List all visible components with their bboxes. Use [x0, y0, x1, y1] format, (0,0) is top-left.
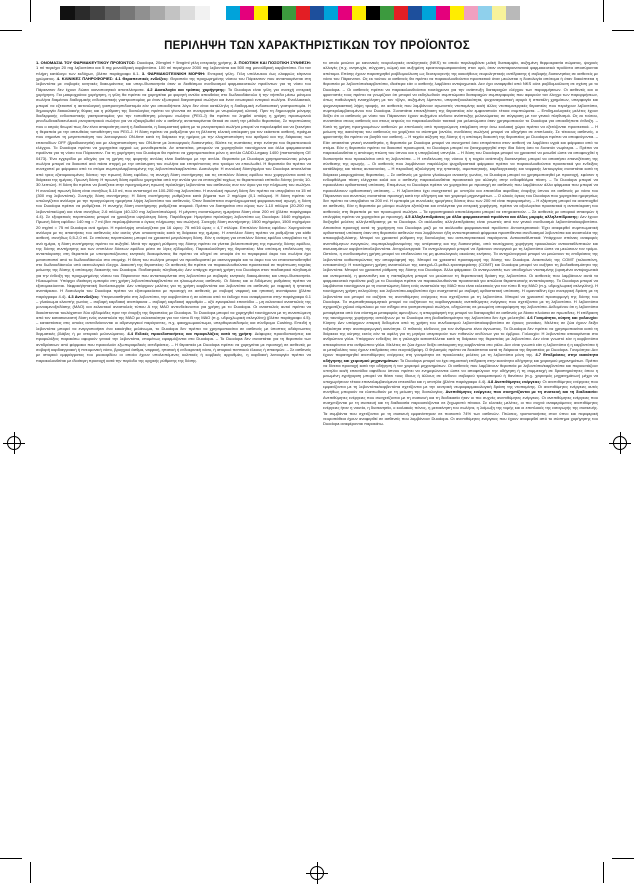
color-swatch [450, 6, 464, 20]
right-text-column [323, 60, 598, 850]
crop-mark [612, 858, 634, 859]
subsection-heading: 4.1 Θεραπευτικές ενδείξεις: [115, 75, 171, 81]
body-text: Θεραπεία της προχωρημένης νόσου του Πάρκινσον που ανταποκρίνεται στη λεβοντόπα με σοβαρές κινητικές διακυμάνσεις και υπερ-/δυσκινησία όταν οι διαθέσιμοι συνδυασμοί φαρμακευτικών προϊόντων για τη νόσο του Πάρκινσον δεν έχουν δώσει ικανοποιητικά αποτελέσματα. [36, 75, 311, 92]
registration-mark-bottom [310, 866, 324, 880]
crop-mark [612, 30, 634, 31]
gray-scale-bar [60, 6, 210, 20]
crop-mark [30, 862, 31, 883]
color-swatch [338, 6, 352, 20]
body-text: Διάφορες προειδοποιήσεις και προφυλάξεις παρακάτω αφορούν γενικά την λεβοντόπα, επομένως εφαρμόζονται στο Duodopa. – Το Duodopa δεν συνιστάται για τη θεραπεία των αντιδράσεων από φάρμακα που προκαλούν εξωπυραμιδικές αντιδράσεις. – Η θεραπεία με Duodopa πρέπει να χορηγείται με προσοχή σε ασθενείς με σοβαρή καρδιαγγειακή ή πνευμονική νόσο, βρογχικό άσθμα, νεφρική, ηπατική ή ενδοκρινική νόσο, ή ιστορικό πεπτικού έλκους ή σπασμών. – Σε ασθενείς με ιστορικό εμφράγματος του μυοκαρδίου οι οποίοι έχουν υπολειπόμενες κολπικές ή κομβικές αρρυθμίες, η καρδιακή λειτουργία πρέπει να παρακολουθείται με ιδιαίτερη προσοχή κατά την περίοδο της αρχικής ρύθμισης της δόσης. [36, 330, 311, 363]
body-text: 1 ml περιέχει 20 mg λεβοντόπα και 5 mg μονοϋδρική καρβιντόπα. 100 ml περιέχουν 2000 mg λεβοντόπα και 500 mg μονοϋδρική καρβιντόπα. Για τον πλήρη κατάλογο των εκδόχων, βλέπε παράγραφο 6.1. [36, 65, 311, 76]
subsection-heading: 4.6 Γονιμότητα, κύηση και γαλουχία: [526, 315, 598, 320]
body-text: Εντερική γέλη. Γέλη υπόλευκου έως ελαφρώς κίτρινου χρώματος. [36, 70, 311, 81]
color-swatch [422, 6, 436, 20]
paragraph [323, 60, 598, 427]
color-swatch [352, 6, 366, 20]
body-text: Δεν έχουν διεξαχθεί μελέτες αλληλεπίδρασης με το Duodopa. Οι ακόλουθες αλληλεπιδράσεις είναι γνωστές από τον γενικό συνδυασμό λεβοντόπα/καρβιντόπα. Απαιτείται προσοχή κατά τη χορήγηση του Duodopa μαζί με τα ακόλουθα φαρμακευτικά προϊόντα: Αντιυπερτασικά: Έχει αναφερθεί συμπτωματική ορθοστατική υπόταση όταν στη θεραπεία ασθενών που λαμβάνουν ήδη αντιυπερτασικά φάρμακα προστίθενται συνδυασμοί λεβοντόπα και αναστολέα της αποκαρβοξυλάσης. Μπορεί να χρειαστεί ρύθμιση της δοσολογίας του αντιυπερτασικού παράγοντα. Αντικαταθλιπτικά: Υπάρχουν σπάνιες αναφορές ανεπιθύμητων ενεργειών, συμπεριλαμβανομένης της υπέρτασης και της δυσκινησίας, από ταυτόχρονη χορήγηση τρικυκλικών αντικαταθλιπτικών και σκευασμάτων καρβιντόπα/λεβοντόπα. Αντιχολινεργικά: Τα αντιχολινεργικά μπορεί να δράσουν συνεργικά με τη λεβοντόπα ώστε να μειώσουν τον τρόμο. Ωστόσο, η συνδυασμένη χρήση μπορεί να επιδεινώσει τις μη φυσιολογικές ακούσιες κινήσεις. Τα αντιχολινεργικά μπορεί να μειώσουν τις επιδράσεις της λεβοντόπα καθυστερώντας την απορρόφησή της. Μπορεί να χρειαστεί προσαρμογή της δόσης του Duodopa. Αναστολείς της COMT (τολκαπόνη, εντακαπόνη): Η ταυτόχρονη χρήση αναστολέων της κατεχολ-Ο-μεθυλ-τρανσφεράσης (COMT) και Duodopa μπορεί να αυξήσει τη βιοδιαθεσιμότητα της λεβοντόπα. Μπορεί να χρειαστεί ρύθμιση της δόσης του Duodopa. Άλλα φάρμακα: Οι ανταγωνιστές των υποδοχέων ντοπαμίνης (ορισμένα αντιψυχωτικά και αντιεμετικά), η φαινυτοΐνη και η παπαβερίνη μπορεί να μειώσουν τη θεραπευτική δράση της λεβοντόπα. Οι ασθενείς που λαμβάνουν αυτά τα φαρμακευτικά προϊόντα μαζί με το Duodopa πρέπει να παρακολουθούνται προσεκτικά για απώλεια θεραπευτικής ανταπόκρισης. Το Duodopa μπορεί να λαμβάνεται ταυτόχρονα με τη συνιστώμενη δόση ενός αναστολέα της ΜΑΟ που είναι εκλεκτικός για τον τύπο Β της ΜΑΟ (π.χ. υδροχλωρική σελεγιλίνη). Η ταυτόχρονη χρήση σελεγιλίνης και λεβοντόπα-καρβιντόπα έχει συσχετιστεί με σοβαρή ορθοστατική υπόταση. Η αμανταδίνη έχει συνεργική δράση με τη λεβοντόπα και μπορεί να αυξήσει τις ανεπιθύμητες ενέργειες που σχετίζονται με τη λεβοντόπα. Μπορεί να χρειαστεί προσαρμογή της δόσης του Duodopa. Τα συμπαθητικομιμητικά μπορεί να αυξήσουν τις καρδιαγγειακές ανεπιθύμητες ενέργειες που σχετίζονται με τη λεβοντόπα. Η λεβοντόπα σχηματίζει χηλικό σύμπλοκο με τον σίδηρο στο γαστρεντερικό σωλήνα, οδηγώντας σε μειωμένη απορρόφηση της λεβοντόπα. Δεδομένου ότι η λεβοντόπα μεταφέρεται από ένα σύστημα μεταφοράς αμινοξέων, η απορρόφησή της μπορεί να διαταραχθεί σε ασθενείς με δίαιτα πλούσια σε πρωτεΐνες. Η επίδραση της ταυτόχρονης χορήγησης αντιόξινων με το Duodopa στη βιοδιαθεσιμότητα της λεβοντόπα δεν έχει μελετηθεί. [323, 214, 598, 320]
color-swatch [226, 6, 240, 20]
crop-mark [30, 0, 31, 22]
color-swatch [506, 6, 520, 20]
color-swatch [282, 6, 296, 20]
color-swatch [380, 6, 394, 20]
section-heading: 4. ΚΛΙΝΙΚΕΣ ΠΛΗΡΟΦΟΡΙΕΣ: [56, 75, 116, 81]
body-text: Οι ανεπιθύμητες ενέργειες που εμφανίζονται με τη λεβοντόπα/καρβιντόπα σχετίζονται με την κεντρική νευροφαρμακολογική δράση της ντοπαμίνης. Οι ανεπιθύμητες ενέργειες αυτές συνήθως μπορούν να ελαττωθούν με τη μείωση της δοσολογίας. [323, 378, 598, 395]
gray-swatch [195, 6, 210, 20]
subsection-heading: 4.2 Δοσολογία και τρόπος χορήγησης: [146, 86, 228, 92]
paragraph [36, 60, 311, 363]
color-swatch [408, 6, 422, 20]
color-swatch [464, 6, 478, 20]
gray-swatch [120, 6, 135, 20]
body-text: Κύηση: Δεν υπάρχουν επαρκή δεδομένα από τη χρήση του συνδυασμού λεβοντόπα/καρβιντόπα σε έγκυες γυναίκες. Μελέτες σε ζώα έχουν δείξει τοξικότητα στην αναπαραγωγική ικανότητα. Ο πιθανός κίνδυνος για τον άνθρωπο είναι άγνωστος. Το Duodopa δεν πρέπει να χρησιμοποιείται κατά τη διάρκεια της κύησης εκτός εάν τα οφέλη για τη μητέρα υπερτερούν των πιθανών κινδύνων για το έμβρυο. Γαλουχία: Η λεβοντόπα απεκκρίνεται στο ανθρώπινο γάλα. Υπάρχουν ενδείξεις ότι η γαλουχία καταστέλλεται κατά τη διάρκεια της θεραπείας με λεβοντόπα. Δεν είναι γνωστό εάν η καρβιντόπα απεκκρίνεται στο ανθρώπινο γάλα. Μελέτες σε ζώα έχουν δείξει απέκκριση της καρβιντόπα στο γάλα. Δεν είναι γνωστό εάν η λεβοντόπα ή η καρβιντόπα ή οι μεταβολίτες τους έχουν επιδράσεις στα νεογνά/βρέφη. Ο θηλασμός πρέπει να διακόπτεται κατά τη διάρκεια της θεραπείας με Duodopa. Γονιμότητα: Δεν έχουν παρατηρηθεί ανεπιθύμητες ενέργειες στη γονιμότητα σε προκλινικές μελέτες με τη λεβοντόπα μόνη της. [323, 320, 598, 358]
body-text: Υπερευαισθησία στη λεβοντόπα, την καρβιντόπα ή σε κάποιο από τα έκδοχα που αναφέρονται στην παράγραφο 6.1 – γλαύκωμα κλειστής γωνίας – σοβαρή καρδιακή ανεπάρκεια – σοβαρή καρδιακή αρρυθμία – οξύ εγκεφαλικό επεισόδιο – μη εκλεκτικοί αναστολείς της μονοαμινοξειδάσης (ΜΑΟ) και εκλεκτικοί αναστολείς τύπου Α της ΜΑΟ αντενδείκνυνται για χρήση με το Duodopa. Οι αναστολείς αυτοί πρέπει να διακόπτονται τουλάχιστον δύο εβδομάδες πριν την έναρξη της θεραπείας με Duodopa. Το Duodopa μπορεί να χορηγηθεί ταυτόχρονα με τη συνιστώμενη από τον κατασκευαστή δόση ενός αναστολέα της ΜΑΟ με εκλεκτικότητα για τον τύπο Β της ΜΑΟ (π.χ. υδροχλωρική σελεγιλίνη) (βλέπε παράγραφο 4.5). – καταστάσεις στις οποίες αντενδείκνυνται οι αδρενεργικοί παράγοντες, π.χ. φαιοχρωμοκύτωμα, υπερθυρεοειδισμός και σύνδρομο Cushing. Επειδή η λεβοντόπα μπορεί να ενεργοποιήσει ένα κακόηθες μελάνωμα, το Duodopa δεν πρέπει να χρησιμοποιείται σε ασθενείς με ύποπτες αδιάγνωστες δερματικές βλάβες ή με ιστορικό μελανώματος. [36, 293, 311, 336]
subsection-heading: 4.5 Αλληλεπιδράσεις με άλλα φαρμακευτικά προϊόντα και άλλες μορφές αλληλεπίδρασης: [404, 214, 580, 220]
color-swatch [492, 6, 506, 20]
gray-swatch [105, 6, 120, 20]
subsection-heading: 4.4 Ειδικές προειδοποιήσεις και προφυλάξεις κατά τη χρήση: [127, 330, 255, 336]
color-calibration-bar [226, 6, 520, 20]
subsection-heading: Ανεπιθύμητες ενέργειες που συσχετίζονται με τη συσκευή και τη διαδικασία: [445, 389, 598, 395]
page-title: ΠΕΡΙΛΗΨΗ ΤΩΝ ΧΑΡΑΚΤΗΡΙΣΤΙΚΩΝ ΤΟΥ ΠΡΟΪΟΝΤΟΣ [164, 40, 470, 52]
color-swatch [240, 6, 254, 20]
gray-swatch [135, 6, 150, 20]
color-swatch [296, 6, 310, 20]
color-swatch [366, 6, 380, 20]
registration-mark-left [7, 436, 21, 450]
body-text: το οποίο μειώνει με κανονικές νευρολογικές αναλγητικές (NKS) το οποίο περιλαμβάνει μυϊκή δυσκαμψία, αυξημένη θερμοκρασία σώματος, ψυχικές αλλαγές (π.χ. ανησυχία, σύγχυση, κώμα) και αυξημένη κρεατινοφωσφοκινάση στον ορό, όταν αντιπαρκινσονικά φαρμακευτικά προϊόντα αποσύρονται απότομα. Επίσης έχουν παρατηρηθεί ραβδομυόλυση ως δευτερογενής της κακοήθους νευροληπτικής αντίδρασης ή σοβαρής δυσκινησίας σε ασθενείς με νόσο του Πάρκινσον. Ως εκ τούτου οι ασθενείς θα πρέπει να παρακολουθούνται προσεκτικά όταν μειώνεται η δοσολογία απότομα ή όταν διακόπτεται η θεραπεία με λεβοντόπα/καρβιντόπα, ιδιαίτερα εάν ο ασθενής λαμβάνει αντιψυχωτικά. Δεν έχει αναφερθεί από NKS ούτε ραβδομυόλυση σε σχέση με το Duodopa. – Οι ασθενείς πρέπει να παρακολουθούνται ταυτόχρονα για την ανάπτυξη διαταραχών ελέγχου των παρορμήσεων. Οι ασθενείς και οι φροντιστές τους πρέπει να γνωρίζουν ότι μπορεί να εκδηλωθούν συμπτώματα διαταραχών συμπεριφοράς που αφορούν τον έλεγχο των παρορμήσεων, όπως παθολογική ενασχόληση με τον τζόγο, αυξημένη λίμπιντο, υπερσεξουαλικότητα, ψυχαναγκαστική αγορά ή σπατάλη χρημάτων, υπερφαγία και ψυχαναγκαστική λήψη τροφής, σε ασθενείς που λαμβάνουν αγωνιστές ντοπαμίνης και/ή άλλες ντοπαμινεργικές θεραπείες που περιέχουν λεβοντόπα, συμπεριλαμβανομένου του Duodopa. Συνιστάται επανεξέταση της θεραπείας εάν εμφανιστούν τέτοια συμπτώματα. – Επιδημιολογικές μελέτες έχουν δείξει ότι οι ασθενείς με νόσο του Πάρκινσον έχουν αυξημένο κίνδυνο ανάπτυξης μελανώματος σε σύγκριση με τον γενικό πληθυσμό. Ως εκ τούτου, συνιστάται στους ασθενείς και στους ιατρούς να παρακολουθούν τακτικά για μελανώματα όταν χρησιμοποιούν το Duodopa για οποιαδήποτε ένδειξη. – Κατά τη χρήση προηγουμένων ασθενών με επιπλοκές από προηγούμενη επέμβαση στην άνω κοιλιακή χώρα πρέπει να εξετάζονται προσεκτικά. – Η μείωση της ικανότητας του ασθενούς να χειρίζεται το σύστημα (αντλία, συνδέσεις σωλήνα) μπορεί να οδηγήσει σε επιπλοκές. Σε τέτοιους ασθενείς, ο φροντιστής θα πρέπει να βοηθά τον ασθενή. – Η ταχεία αύξηση της δόσης ή η απότομη διακοπή της θεραπείας με Duodopa πρέπει να αποφεύγονται. – Εάν απαιτείται γενική αναισθησία, η θεραπεία με Duodopa μπορεί να συνεχιστεί όσο επιτρέπεται στον ασθενή να λαμβάνει υγρά και φάρμακα από το στόμα. Εάν η θεραπεία πρέπει να διακοπεί προσωρινά, το Duodopa μπορεί να ξαναχορηγηθεί στην ίδια δόση όσο το δυνατόν νωρίτερα. – Πρέπει να παρακολουθείται η απότομη πτώση του ύπνου και η υπερβολική υπνηλία. – Η δόση του Duodopa μπορεί να χρειαστεί να μειωθεί ώστε να αποφευχθεί η δυσκινησία που προκαλείται από τη λεβοντόπα. – Η επιδείνωση της νόσου ή η ταχεία ανάπτυξη δυσκινησίας μπορεί να απαιτήσει επανεξέταση της σύνθεσης της αγωγής. – Οι ασθενείς που λαμβάνουν παράλληλα ψυχοδραστικά φάρμακα πρέπει να παρακολουθούνται προσεκτικά για ενδείξεις κατάθλιψης και τάσεις αυτοκτονίας. – Η περιοδική αξιολόγηση της ηπατικής, αιμοποιητικής, καρδιαγγειακής και νεφρικής λειτουργίας συνιστάται κατά τη διάρκεια μακροχρόνιας θεραπείας. – Σε ασθενείς με χρόνιο γλαύκωμα ανοικτής γωνίας, το Duodopa μπορεί να χρησιμοποιηθεί με προσοχή, εφόσον η ενδοφθάλμια πίεση ελέγχεται καλά και ο ασθενής παρακολουθείται προσεκτικά για αλλαγές στην ενδοφθάλμια πίεση. – Το Duodopa μπορεί να προκαλέσει ορθοστατική υπόταση. Επομένως το Duodopa πρέπει να χορηγείται με προσοχή σε ασθενείς που λαμβάνουν άλλα φάρμακα που μπορεί να προκαλέσουν ορθοστατική υπόταση. – Η λεβοντόπα έχει συσχετιστεί με υπνηλία και επεισόδια αιφνίδιας έναρξης ύπνου σε ασθενείς με νόσο του Πάρκινσον και συνεπώς συνιστάται προσοχή κατά την οδήγηση και τον χειρισμό μηχανημάτων. – Ο ολικός όγκος του Duodopa που χορηγείται ημερησίως δεν πρέπει να υπερβαίνει τα 200 ml. Η εμπειρία με συνολικές ημερήσιες δόσεις άνω των 200 ml είναι περιορισμένη. – Η εξάρτηση μπορεί να αναπτυχθεί σε ασθενείς. Εάν η θεραπεία με μόνιμο σωλήνα εξετάζεται και επιλέγεται για εντερική χορήγηση, πρέπει να αξιολογείται προσεκτικά η ανταπόκριση του ασθενούς στη θεραπεία με τον προσωρινό σωλήνα. – Τα εργαστηριακά αποτελέσματα μπορεί να επηρεαστούν. – Σε ασθενείς με ιστορικό σπασμών ή επιληψίας πρέπει να χορηγείται με προσοχή. [323, 60, 598, 220]
color-swatch [324, 6, 338, 20]
gray-swatch [150, 6, 165, 20]
crop-mark [0, 30, 22, 31]
color-swatch [478, 6, 492, 20]
body-text: Ανεπιθύμητες ενέργειες που συσχετίζονται με τη συσκευή και τη διαδικασία ήταν οι πιο συχνές ανεπιθύμητες ενέργειες. Οι ανεπιθύμητες ενέργειες που συσχετίζονται με τη συσκευή και τη διαδικασία παρουσιάζονται σε ξεχωριστό πίνακα. Σε κλινικές μελέτες, οι πιο συχνά αναφερόμενες ανεπιθύμητες ενέργειες ήταν η ναυτία, η δυσκινησία, ο κοιλιακός πόνος, η μετακίνηση του σωλήνα, η λοίμωξη της τομής και οι επιπλοκές της εισαγωγής της συσκευής. Τα συμβάντα που σχετίζονται με τη συσκευή εμφανίστηκαν σε ποσοστό 74% των ασθενών. Πτώσεις, τροποποιήσεις στον ύπνο και περιφερική νευροπάθεια έχουν αναφερθεί σε ασθενείς που λαμβάνουν Duodopa. Οι ανεπιθύμητες ενέργειες που έχουν αναφερθεί από το σύστημα χορήγησης του Duodopa αναφέρονται παρακάτω. [323, 394, 598, 427]
subsection-heading: 4.7 Επιδράσεις στην ικανότητα οδήγησης και χειρισμού μηχανημάτων: [323, 352, 598, 363]
section-heading: 2. ΠΟΙΟΤΙΚΗ ΚΑΙ ΠΟΣΟΤΙΚΗ ΣΥΝΘΕΣΗ: [233, 60, 311, 65]
subsection-heading: 4.3 Αντενδείξεις: [67, 293, 101, 299]
gray-swatch [90, 6, 105, 20]
body-text: Duodopa, 20mg/ml + 5mg/ml γέλη εντερικής χρήσης. [136, 60, 234, 65]
gray-swatch [165, 6, 180, 20]
gray-swatch [180, 6, 195, 20]
crop-mark [603, 0, 604, 22]
gray-swatch [60, 6, 75, 20]
color-swatch [436, 6, 450, 20]
section-heading: 1. ΟΝΟΜΑΣΙΑ ΤΟΥ ΦΑΡΜΑΚΕΥΤΙΚΟΥ ΠΡΟΪΟΝΤΟΣ: [36, 60, 137, 65]
crop-mark [0, 858, 22, 859]
color-swatch [310, 6, 324, 20]
body-text: Το Duodopa μπορεί να έχει σημαντική επίδραση στην ικανότητα οδήγησης και χειρισμού μηχανημάτων. Πρέπει να δίνεται προσοχή κατά την οδήγηση ή τον χειρισμό μηχανημάτων. Οι ασθενείς που λαμβάνουν θεραπεία με λεβοντόπα/καρβιντόπα και παρουσιάζουν υπνηλία και/ή επεισόδια αιφνίδιου ύπνου πρέπει να ενημερώνονται ώστε να αποφεύγουν την οδήγηση ή τη συμμετοχή σε δραστηριότητες όπου η μειωμένη εγρήγορση μπορεί να θέσει τους ίδιους ή άλλους σε κίνδυνο σοβαρού τραυματισμού ή θανάτου (π.χ. χειρισμός μηχανημάτων) μέχρι να υποχωρήσουν τέτοια επαναλαμβανόμενα επεισόδια και η υπνηλία (βλέπε παράγραφο 4.4). [323, 357, 598, 384]
crop-mark [603, 862, 604, 883]
gray-swatch [75, 6, 90, 20]
color-swatch [268, 6, 282, 20]
body-text: Το Duodopa είναι γέλη για συνεχή εντερική χορήγηση. Για μακροχρόνια χορήγηση, η γέλη θα πρέπει να χορηγείται με φορητή αντλία απευθείας στο δωδεκαδάκτυλο ή την νήστιδα μέσω μόνιμου σωλήνα διαμέσου διαδερμικής ενδοσκοπικής γαστροστομίας με έναν εξωτερικό διαγαστρικό σωλήνα και έναν εσωτερικό εντερικό σωλήνα. Εναλλακτικά, μπορεί να εξεταστεί η ακτινολογική γαστρονηστιδοστομία εάν για οποιοδήποτε λόγο δεν είναι κατάλληλη η διαδερμική ενδοσκοπική γαστροστομία. Η δημιουργία διακοιλιακής θύρας και η ρύθμιση της δοσολογίας πρέπει να γίνονται σε συνεργασία με νευρολογική κλινική. Πριν τη δημιουργία μόνιμης διαδερμικής ενδοσκοπικής γαστροστομίας για την τοποθέτηση μόνιμου σωλήνα (PEG-J) θα πρέπει να ληφθεί υπόψη η χρήση προσωρινού ρινοδωδεκαδακτυλικού ρινογαστρικού σωλήνα για να εξακριβωθεί εάν ο ασθενής ανταποκρίνεται θετικά σε αυτή την μέθοδο θεραπείας. Σε περιπτώσεις που ο ιατρός θεωρεί πως δεν είναι απαραίτητη αυτή η διαδικασία, η δοκιμαστική φάση με το ρινογαστρικό σωλήνα μπορεί να παραλειφθεί και να ξεκινήσει η θεραπεία με την απευθείας τοποθέτηση του PEG-J. Η δόση πρέπει να ρυθμίζεται για τη βέλτιστη κλινική απόκριση για τον εκάστοτε ασθενή, πράγμα που σημαίνει τη μεγιστοποίηση του λειτουργικού ON-time κατά τη διάρκεια της ημέρας με την ελαχιστοποίηση του αριθμού και της διάρκειας των επεισοδίων OFF (βραδυκινησία) και με ελαχιστοποίηση του ON-time με λειτουργικές δυσκινησίες. Βλέπε τις συστάσεις στην ενότητα του θεραπευτικού ελέγχου. Το Duodopa πρέπει να χορηγείται αρχικά ως μονοθεραπεία. Αν απαιτείται, μπορούν να χορηγηθούν ταυτόχρονα και άλλα φαρμακευτικά προϊόντα για τη νόσο του Πάρκινσον. Για τη χορήγηση του Duodopa θα πρέπει να χρησιμοποιείται μόνο η αντλία CADD-Legacy 1400 (πιστοποίηση CE 0473). Ένα εγχειρίδιο με οδηγίες για τη χρήση της φορητής αντλίας είναι διαθέσιμο με την αντλία. Θεραπεία με Duodopa χρησιμοποιώντας μόνιμο σωλήνα μπορεί να διακοπεί ανά πάσα στιγμή με την απόσυρση του σωλήνα και επιτρέποντας στο τραύμα να επουλωθεί. Η θεραπεία θα πρέπει να συνεχιστεί με φάρμακα από το στόμα συμπεριλαμβανομένης της λεβοντόπα/καρβιντόπα. Δοσολογία: Η συνολική δόση/ημέρα του Duodopa αποτελείται από τρεις εξατομικευμένες δόσεις: την πρωινή δόση εφόδου, τη συνεχή δόση συντήρησης και τις επιπλέον δόσεις εφόδου που χορηγούνται κατά τη διάρκεια της ημέρας. Πρωινή δόση: Η πρωινή δόση εφόδου χορηγείται από την αντλία για να επιτευχθεί ταχέως το θεραπευτικό επίπεδο δόσης (εντός 10-30 λεπτών). Η δόση θα πρέπει να βασίζεται στην προηγούμενη πρωινή πρόσληψη λεβοντόπα του ασθενούς συν τον όγκο για την πλήρωση του σωλήνα. Η συνολική πρωινή δόση είναι συνήθως 5-10 ml, που αντιστοιχεί σε 100-200 mg λεβοντόπα. Η συνολική πρωινή δόση δεν πρέπει να υπερβαίνει τα 15 ml (300 mg λεβοντόπα). Συνεχής δόση συντήρησης: Η δόση συντήρησης ρυθμίζεται κατά βήματα των 2 mg/ώρα (0,1 ml/ώρα). Η δόση πρέπει να υπολογίζεται ανάλογα με την προηγούμενη ημερήσια λήψη λεβοντόπα του ασθενούς. Όταν διακόπτεται συμπληρωματική φαρμακευτική αγωγή, η δόση του Duodopa πρέπει να ρυθμίζεται. Η συνεχής δόση συντήρησης ρυθμίζεται ατομικά. Πρέπει να διατηρείται στο εύρος των 1-10 ml/ώρα (20-200 mg λεβοντόπα/ώρα) και είναι συνήθως 2-6 ml/ώρα (40-120 mg λεβοντόπα/ώρα). Η μέγιστη συνιστώμενη ημερήσια δόση είναι 200 ml (βλέπε παράγραφο 4.4). Σε εξαιρετικές περιπτώσεις μπορεί να χρειάζεται υψηλότερη δόση. Παράδειγμα: Ημερήσια πρόσληψη λεβοντόπα ως Duodopa: 1640 mg/ημέρα. Πρωινή δόση εφόδου: 140 mg = 7 ml (δεν περιλαμβάνεται ο όγκος πλήρωσης του σωλήνα). Συνεχής δόση συντήρησης: 1500 mg/ημέρα, 1500 mg/ημέρα: 20 mg/ml = 75 ml Duodopa ανά ημέρα. Η πρόσληψη υπολογίζεται για 16 ώρες: 75 ml/16 ώρες = 4,7 ml/ώρα. Επιπλέον δόσεις εφόδου: Χορηγούνται ανάλογα με τις απαιτήσεις του ασθενούς εάν αυτός γίνει υποκινητικός κατά τη διάρκεια της ημέρας. Η επιπλέον δόση πρέπει να ρυθμίζεται για κάθε ασθενή, συνήθως 0,5-2,0 ml. Σε σπάνιες περιπτώσεις μπορεί να χρειαστεί μεγαλύτερη δόση. Εάν η ανάγκη για επιπλέον δόσεις εφόδου υπερβαίνει τις 5 ανά ημέρα, η δόση συντήρησης πρέπει να αυξηθεί. Μετά την αρχική ρύθμιση της δόσης πρέπει να γίνεται βελτιστοποίηση της πρωινής δόσης εφόδου, της δόσης συντήρησης και των επιπλέον δόσεων εφόδου μέσα σε λίγες εβδομάδες. Παρακολούθηση της θεραπείας: Μια απότομη επιδείνωση της ανταπόκρισης στη θεραπεία με υποτροπιάζουσες κινητικές διακυμάνσεις θα πρέπει να οδηγεί σε υποψία ότι το περιφερικό άκρο του σωλήνα έχει μετατοπιστεί από το δωδεκαδάκτυλο στο στομάχι. Η θέση του σωλήνα μπορεί να προσδιοριστεί με ακτινογραφία και το άκρο του να επανατοποθετηθεί στο δωδεκαδάκτυλο υπό ακτινολογικό έλεγχο. Διακοπή της θεραπείας: Οι ασθενείς θα πρέπει να παρακολουθούνται προσεκτικά σε περίπτωση ταχείας μείωσης της δόσης ή απότομης διακοπής του Duodopa. Παιδιατρικός πληθυσμός: Δεν υπάρχει σχετική χρήση του Duodopa στον παιδιατρικό πληθυσμό για την ένδειξη της προχωρημένης νόσου του Πάρκινσον που ανταποκρίνεται στη λεβοντόπα με σοβαρές κινητικές διακυμάνσεις και υπερ-/δυσκινησία. Ηλικιωμένοι: Υπάρχει ιδιαίτερη εμπειρία στη χρήση λεβοντόπα/καρβιντόπα σε ηλικιωμένους ασθενείς. Οι δόσεις και οι διδόμενες ρυθμίσεις πρέπει να εξατομικεύονται. Νεφρική/ηπατική δυσλειτουργία: Δεν υπάρχουν μελέτες για τη χρήση καρβιντόπα και λεβοντόπα σε ασθενείς με νεφρική ή ηπατική ανεπάρκεια. Η δοσολογία του Duodopa πρέπει να εξατομικεύεται με προσοχή σε ασθενείς με σοβαρή νεφρική και ηπατική ανεπάρκεια (βλέπε παράγραφο 4.4). [36, 86, 311, 299]
color-swatch [394, 6, 408, 20]
left-text-column [36, 60, 311, 850]
color-swatch [254, 6, 268, 20]
registration-mark-right [613, 436, 627, 450]
subsection-heading: 4.8 Ανεπιθύμητες ενέργειες: [487, 378, 543, 384]
section-heading: 3. ΦΑΡΜΑΚΟΤΕΧΝΙΚΗ ΜΟΡΦΗ: [141, 70, 208, 76]
